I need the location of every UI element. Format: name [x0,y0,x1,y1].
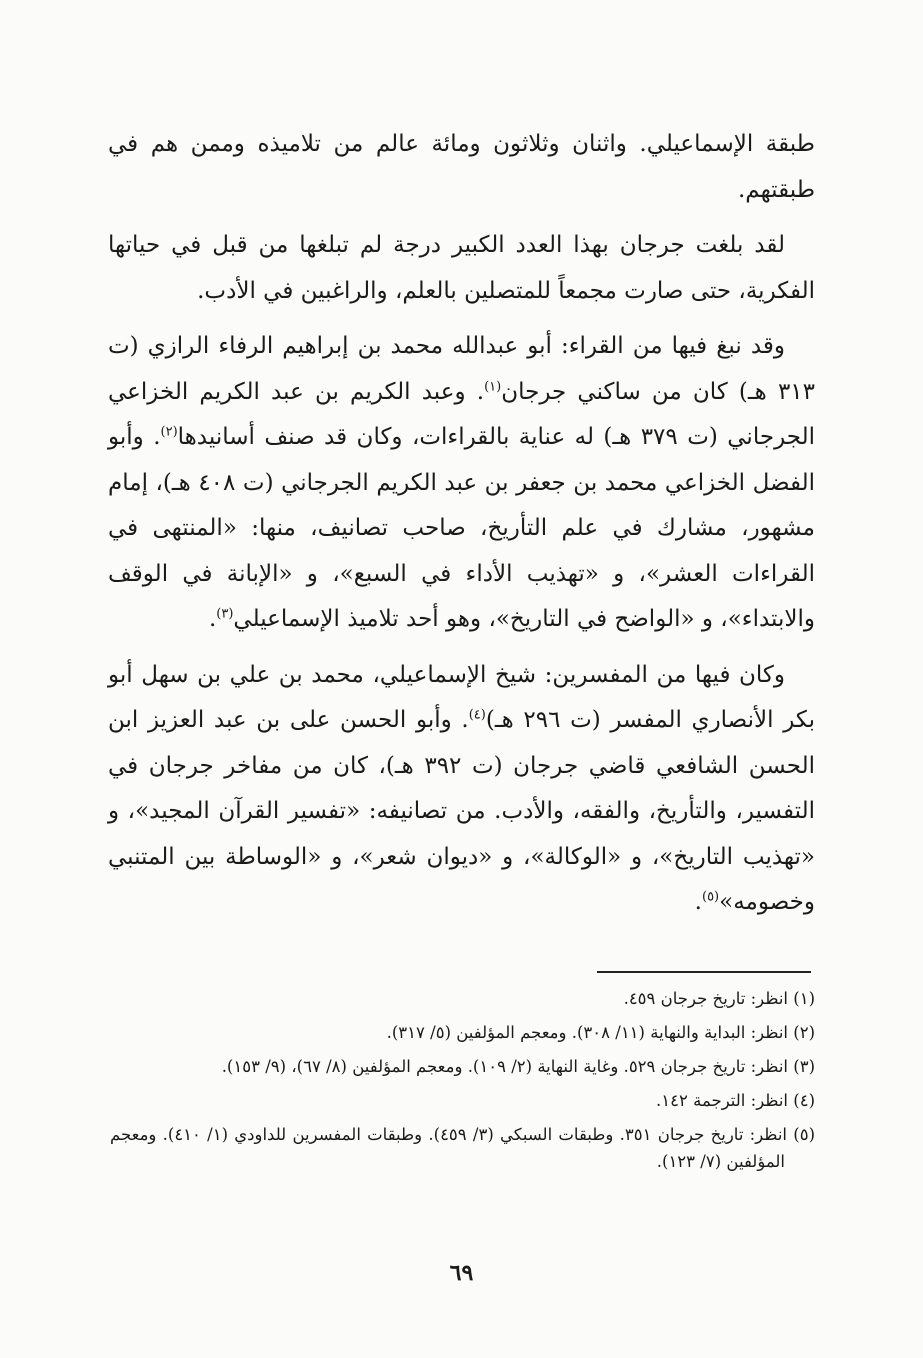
footnote-ref[interactable]: (٢) [160,424,178,440]
footnote: (٢) انظر: البداية والنهاية (١١/ ٣٠٨). ومعجم المؤلفين (٥/ ٣١٧). [386,1023,815,1042]
paragraph: وكان فيها من المفسرين: شيخ الإسماعيلي، محمد بن علي بن سهل أبو بكر الأنصاري المفسر (ت ٢٩٦ هـ)$^{(٤)}$. وأبو الحسن على بن عبد العزيز ابن الحسن الشافعي قاضي جرجان (ت ٣٩٢ هـ)، كان من مفاخر جرجان في التفسير، والتأريخ، والفقه، والأدب. من تصانيفه: «تفسير القرآن المجيد»، و «تهذيب التاريخ»، و «الوكالة»، و «ديوان شعر»، و «الوساطة بين المتنبي وخصومه»$^{(٥)}$. [108,661,815,915]
paragraph: وقد نبغ فيها من القراء: أبو عبدالله محمد بن إبراهيم الرفاء الرازي (ت ٣١٣ هـ) كان من ساكني جرجان$^{(١)}$. وعبد الكريم بن عبد الكريم الخزاعي الجرجاني (ت ٣٧٩ هـ) له عناية بالقراءات، وكان قد صنف أسانيدها$^{(٢)}$. وأبو الفضل الخزاعي محمد بن جعفر بن عبد الكريم الجرجاني (ت ٤٠٨ هـ)، إمام مشهور، مشارك في علم التأريخ، صاحب تصانيف، منها: «المنتهى في القراءات العشر»، و «تهذيب الأداء في السبع»، و «الإبانة في الوقف والابتداء»، و «الواضح في التاريخ»، وهو أحد تلاميذ الإسماعيلي$^{(٣)}$. [108,333,816,632]
footnote-ref[interactable]: (٥) [701,889,720,905]
page-number: ٦٩ [449,1260,474,1286]
footnote-ref[interactable]: (٣) [216,606,234,622]
footnote-separator [597,971,811,973]
main-text [108,122,815,926]
footnote: (٥) انظر: تاريخ جرجان ٣٥١. وطبقات السبكي (٣/ ٤٥٩). وطبقات المفسرين للداودي (١/ ٤١٠). ومعجم المؤلفين (٧/ ١٢٣). [110,1125,815,1171]
footnote-ref[interactable]: (٤) [468,707,486,723]
footnotes [110,985,815,1182]
paragraph: طبقة الإسماعيلي. واثنان وثلاثون ومائة عالم من تلاميذه وممن هم في طبقتهم. [108,131,815,203]
footnote: (٤) انظر: الترجمة ١٤٢. [656,1091,815,1110]
footnote-ref[interactable]: (١) [484,378,502,394]
footnote: (١) انظر: تاريخ جرجان ٤٥٩. [623,989,815,1008]
footnote: (٣) انظر: تاريخ جرجان ٥٢٩. وغاية النهاية (٢/ ١٠٩). ومعجم المؤلفين (٨/ ٦٧)، (٩/ ١٥٣). [221,1057,815,1076]
paragraph: لقد بلغت جرجان بهذا العدد الكبير درجة لم تبلغها من قبل في حياتها الفكرية، حتى صارت مجمعاً للمتصلين بالعلم، والراغبين في الأدب. [108,232,815,304]
